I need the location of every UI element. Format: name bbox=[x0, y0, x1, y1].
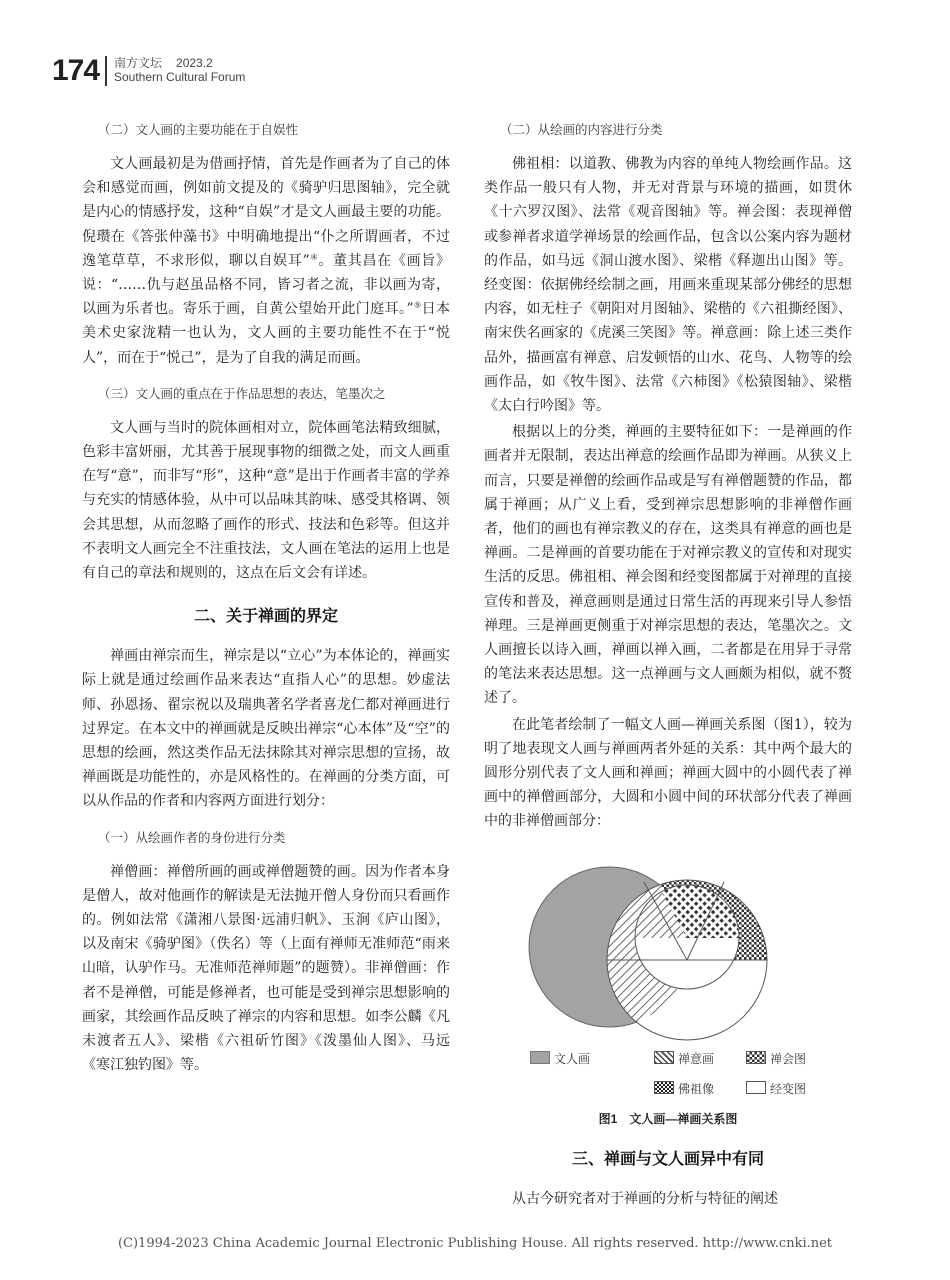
left-column bbox=[82, 118, 450, 1090]
paragraph-text: 文人画最初是为借画抒情，首先是作画者为了自己的体会和感觉而画，例如前文提及的《骑驴归思图轴》，完全就是内心的情感抒发，这种“自娱”才是文人画最主要的功能。倪瓒在《答张仲藻书》中明确地提出“仆之所谓画者，不过逸笔草草，不求形似，聊以自娱耳” bbox=[82, 156, 450, 269]
paragraph-features: 根据以上的分类，禅画的主要特征如下：一是禅画的作画者并无限制，表达出禅意的绘画作品即为禅画。从狭义上而言，只要是禅僧的绘画作品或是写有禅僧题赞的作品，都属于禅画；从广义上看，受到禅宗思想影响的非禅僧作画者，他们的画也有禅宗教义的存在，这类具有禅意的画也是禅画。二是禅画的首要功能在于对禅宗教义的宣传和对现实生活的反思。佛祖相、禅会图和经变图都属于对禅理的直接宣传和普及，禅意画则是通过日常生活的再现来引导人参悟禅理。三是禅画更侧重于对禅宗思想的表达，笔墨次之。文人画擅长以诗入画，禅画以禅入画，二者都是在用异于寻常的笔法来表达思想。这一点禅画与文人画颇为相似，就不赘述了。 bbox=[484, 424, 852, 707]
legend-swatch bbox=[654, 1081, 674, 1094]
paragraph-figure-intro: 在此笔者绘制了一幅文人画—禅画关系图（图1），较为明了地表现文人画与禅画两者外延的关系：其中两个最大的圆形分别代表了文人画和禅画；禅画大圆中的小圆代表了禅画中的禅僧画部分，大圆和小圆中间的环状部分代表了禅画中的非禅僧画部分： bbox=[484, 716, 852, 830]
paragraph-chan-monk-painting: 禅僧画：禅僧所画的画或禅僧题赞的画。因为作者本身是僧人，故对他画作的解读是无法抛开僧人身份而只看画作的。例如法常《潇湘八景图·远浦归帆》、玉涧《庐山图》，以及南宋《骑驴图》（佚名）等（上面有禅师无准师范“雨来山暗，认驴作马。无准师范禅师题”的题赞）。非禅僧画：作者不是禅僧，可能是修禅者，也可能是受到禅宗思想影响的画家，其绘画作品反映了禅宗的内容和思想。如李公麟《凡未渡者五人》、梁楷《六祖斫竹图》《泼墨仙人图》、马远《寒江独钓图》等。 bbox=[82, 863, 450, 1074]
footnote-ref-4: ④ bbox=[309, 252, 319, 262]
section-heading-2: 二、关于禅画的界定 bbox=[193, 608, 338, 626]
journal-name-cn: 南方文坛 bbox=[114, 56, 163, 70]
journal-name bbox=[114, 54, 213, 71]
paragraph-chan-definition: 禅画由禅宗而生，禅宗是以“立心”为本体论的，禅画实际上就是通过绘画作品来表达“直指人心”的思想。妙虚法师、孙恩扬、翟宗祝以及瑞典著名学者喜龙仁都对禅画进行过界定。在本文中的禅画就是反映出禅宗“心本体”及“空”的思想的绘画，然这类作品无法抹除其对禅宗思想的宣扬，故禅画既是功能性的，亦是风格性的。在禅画的分类方面，可以从作品的作者和内容两方面进行划分： bbox=[82, 648, 450, 810]
legend-chanyihua bbox=[654, 1050, 714, 1067]
legend-wenrenhua bbox=[530, 1050, 590, 1067]
figure-venn bbox=[484, 842, 852, 1142]
subheading-content: （二）从绘画的内容进行分类 bbox=[500, 122, 663, 137]
legend-fozuxiang bbox=[654, 1080, 714, 1097]
subheading-function: （二）文人画的主要功能在于自娱性 bbox=[98, 122, 299, 137]
paragraph-categories: 佛祖相：以道教、佛教为内容的单纯人物绘画作品。这类作品一般只有人物，并无对背景与环境的描画，如贯休《十六罗汉图》、法常《观音图轴》等。禅会图：表现禅僧或参禅者求道学禅场景的绘画作品，包含以公案内容为题材的作品，如马远《洞山渡水图》、梁楷《释迦出山图》等。经变图：依据佛经绘制之画，用画来重现某部分佛经的思想内容，如无柱子《朝阳对月图轴》、梁楷的《六祖撕经图》、南宋佚名画家的《虎溪三笑图》等。禅意画：除上述三类作品外，描画富有禅意、启发顿悟的山水、花鸟、人物等的绘画作品，如《牧牛图》、法常《六柿图》《松猿图轴》、梁楷《太白行吟图》等。 bbox=[484, 156, 852, 415]
paragraph-comparison: 从古今研究者对于禅画的分析与特征的阐述 bbox=[512, 1190, 778, 1207]
legend-chanhuitu bbox=[746, 1050, 806, 1067]
paragraph-thought: 文人画与当时的院体画相对立，院体画笔法精致细腻，色彩丰富妍丽，尤其善于展现事物的细微之处，而文人画重在写“意”，而非写“形”，这种“意”是出于作画者丰富的学养与充实的情感体验，从中可以品味其韵味、感受其格调、领会其思想，从而忽略了画作的形式、技法和色彩等。但这并不表明文人画完全不注重技法，文人画在笔法的运用上也是有自己的章法和规则的，这点在后文会有详述。 bbox=[82, 419, 450, 582]
legend-swatch bbox=[530, 1051, 550, 1064]
footnote-ref-5: ⑤ bbox=[413, 300, 422, 310]
right-column bbox=[484, 118, 852, 1223]
legend-swatch bbox=[746, 1081, 766, 1094]
journal-name-en: Southern Cultural Forum bbox=[114, 70, 246, 84]
legend-label: 经变图 bbox=[770, 1081, 807, 1096]
legend-jingbiantu bbox=[746, 1080, 806, 1097]
subheading-thought: （三）文人画的重点在于作品思想的表达，笔墨次之 bbox=[98, 385, 386, 401]
legend-label: 文人画 bbox=[554, 1051, 591, 1066]
copyright-footer: (C)1994-2023 China Academic Journal Electronic Publishing House. All rights reserved. http://www.cnki.net bbox=[117, 1236, 833, 1251]
header-divider bbox=[105, 56, 107, 86]
legend-label: 佛祖像 bbox=[678, 1081, 715, 1096]
legend-label: 禅会图 bbox=[770, 1051, 807, 1066]
legend-swatch bbox=[654, 1051, 674, 1064]
legend-swatch bbox=[746, 1051, 766, 1064]
figure-caption: 图1 文人画—禅画关系图 bbox=[598, 1111, 738, 1126]
paragraph-self-entertainment bbox=[82, 152, 450, 370]
subheading-author: （一）从绘画作者的身份进行分类 bbox=[98, 829, 286, 845]
page-number: 174 bbox=[52, 54, 100, 87]
paragraph-text: 。董其昌在《画旨》说：“……仇与赵虽品格不同，皆习者之流，非以画为寄，以画为乐者也。寄乐于画，自黄公望始开此门庭耳。” bbox=[82, 252, 450, 318]
legend-label: 禅意画 bbox=[678, 1051, 715, 1066]
journal-issue: 2023.2 bbox=[176, 56, 213, 70]
paragraph-text: 日本美术史家泷精一也认为，文人画的主要功能性不在于“悦人”，而在于“悦己”，是为了自我的满足而画。 bbox=[82, 301, 451, 366]
section-heading-3: 三、禅画与文人画异中有同 bbox=[571, 1150, 764, 1168]
